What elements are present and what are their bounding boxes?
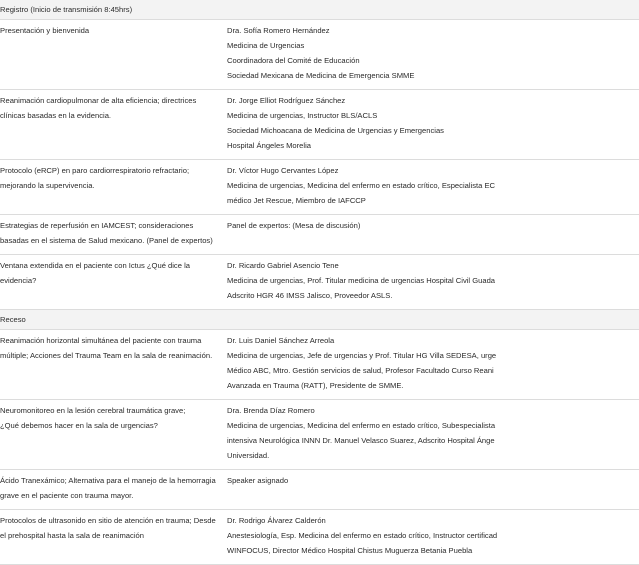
- session-speaker-line: Medicina de urgencias, Jefe de urgencias y Prof. Titular HG Villa SEDESA, urge: [227, 351, 497, 360]
- agenda-session-row: [0, 215, 639, 255]
- session-speaker: [227, 258, 639, 309]
- session-speaker-line: médico Jet Rescue, Miembro de IAFCCP: [227, 196, 366, 205]
- session-speaker-line: Sociedad Mexicana de Medicina de Emergencia SMME: [227, 71, 415, 80]
- session-speaker: [227, 218, 639, 254]
- session-speaker-line: Speaker asignado: [227, 476, 289, 485]
- session-speaker-line: Medicina de urgencias, Medicina del enfermo en estado crítico, Especialista EC: [227, 181, 496, 190]
- session-topic-line: grave en el paciente con trauma mayor.: [0, 491, 134, 500]
- session-topic-line: evidencia?: [0, 276, 37, 285]
- session-speaker-line: Coordinadora del Comité de Educación: [227, 56, 360, 65]
- agenda-session-row: [0, 470, 639, 510]
- agenda-session-row: [0, 510, 639, 565]
- session-topic-line: Reanimación horizontal simultánea del paciente con trauma: [0, 336, 202, 345]
- session-topic-line: Ventana extendida en el paciente con Ictus ¿Qué dice la: [0, 261, 190, 270]
- session-speaker: [227, 513, 639, 564]
- agenda-session-row: [0, 160, 639, 215]
- session-topic: [0, 258, 227, 309]
- session-topic-line: múltiple; Acciones del Trauma Team en la sala de reanimación.: [0, 351, 213, 360]
- session-speaker-line: Medicina de Urgencias: [227, 41, 305, 50]
- agenda-band-row: Registro (Inicio de transmisión 8:45hrs): [0, 0, 639, 20]
- agenda-band-row: Receso: [0, 310, 639, 330]
- agenda-session-row: [0, 400, 639, 470]
- session-topic-line: Estrategias de reperfusión en IAMCEST; consideraciones: [0, 221, 194, 230]
- agenda-session-row: [0, 90, 639, 160]
- session-topic-line: Reanimación cardiopulmonar de alta eficiencia; directrices: [0, 96, 197, 105]
- session-speaker: [227, 23, 639, 89]
- session-speaker-line: Anestesiología, Esp. Medicina del enfermo en estado crítico, Instructor certificad: [227, 531, 498, 540]
- session-topic-line: el prehospital hasta la sala de reanimación: [0, 531, 144, 540]
- session-speaker-line: Dr. Luis Daniel Sánchez Arreola: [227, 336, 335, 345]
- session-speaker-line: Dr. Víctor Hugo Cervantes López: [227, 166, 339, 175]
- session-speaker: [227, 333, 639, 399]
- session-speaker-line: Dr. Ricardo Gabriel Asencio Tene: [227, 261, 339, 270]
- session-topic: [0, 473, 227, 509]
- session-topic: [0, 93, 227, 159]
- session-speaker-line: Dra. Sofía Romero Hernández: [227, 26, 330, 35]
- session-speaker-line: Dr. Jorge Elliot Rodríguez Sánchez: [227, 96, 346, 105]
- session-topic-line: Neuromonitoreo en la lesión cerebral traumática grave;: [0, 406, 186, 415]
- session-speaker-line: Médico ABC, Mtro. Gestión servicios de salud, Profesor Facultado Curso Reani: [227, 366, 494, 375]
- session-speaker-line: Medicina de urgencias, Medicina del enfermo en estado crítico, Subespecialista: [227, 421, 496, 430]
- session-topic: [0, 23, 227, 89]
- session-speaker-line: Avanzada en Trauma (RATT), Presidente de SMME.: [227, 381, 404, 390]
- agenda-session-row: [0, 255, 639, 310]
- agenda-session-row: [0, 330, 639, 400]
- session-topic: [0, 403, 227, 469]
- session-speaker-line: Sociedad Michoacana de Medicina de Urgencias y Emergencias: [227, 126, 444, 135]
- session-topic: [0, 513, 227, 564]
- session-speaker-line: Universidad.: [227, 451, 270, 460]
- session-topic-line: Ácido Tranexámico; Alternativa para el manejo de la hemorragia: [0, 476, 216, 485]
- session-speaker-line: Medicina de urgencias, Prof. Titular medicina de urgencias Hospital Civil Guada: [227, 276, 496, 285]
- session-speaker-line: intensiva Neurológica INNN Dr. Manuel Velasco Suarez, Adscrito Hospital Ánge: [227, 436, 495, 445]
- session-topic-line: clínicas basadas en la evidencia.: [0, 111, 112, 120]
- session-topic-line: Protocolo (eRCP) en paro cardiorrespiratorio refractario;: [0, 166, 190, 175]
- session-topic: [0, 163, 227, 214]
- session-speaker: [227, 473, 639, 509]
- session-speaker-line: Dra. Brenda Díaz Romero: [227, 406, 315, 415]
- session-topic: [0, 218, 227, 254]
- session-speaker-line: Hospital Ángeles Morelia: [227, 141, 311, 150]
- session-topic-line: mejorando la supervivencia.: [0, 181, 95, 190]
- agenda-session-row: [0, 20, 639, 90]
- session-topic: [0, 333, 227, 399]
- session-speaker: [227, 93, 639, 159]
- session-speaker: [227, 163, 639, 214]
- session-speaker-line: Medicina de urgencias, Instructor BLS/ACLS: [227, 111, 378, 120]
- session-speaker-line: Dr. Rodrigo Álvarez Calderón: [227, 516, 326, 525]
- session-topic-line: basadas en el sistema de Salud mexicano. (Panel de expertos): [0, 236, 213, 245]
- session-topic-line: Presentación y bienvenida: [0, 26, 90, 35]
- session-speaker-line: Panel de expertos: (Mesa de discusión): [227, 221, 361, 230]
- session-speaker-line: WINFOCUS, Director Médico Hospital Chistus Muguerza Betania Puebla: [227, 546, 473, 555]
- session-speaker: [227, 403, 639, 469]
- session-speaker-line: Adscrito HGR 46 IMSS Jalisco, Proveedor ASLS.: [227, 291, 393, 300]
- session-topic-line: Protocolos de ultrasonido en sitio de atención en trauma; Desde: [0, 516, 216, 525]
- session-topic-line: ¿Qué debemos hacer en la sala de urgencias?: [0, 421, 158, 430]
